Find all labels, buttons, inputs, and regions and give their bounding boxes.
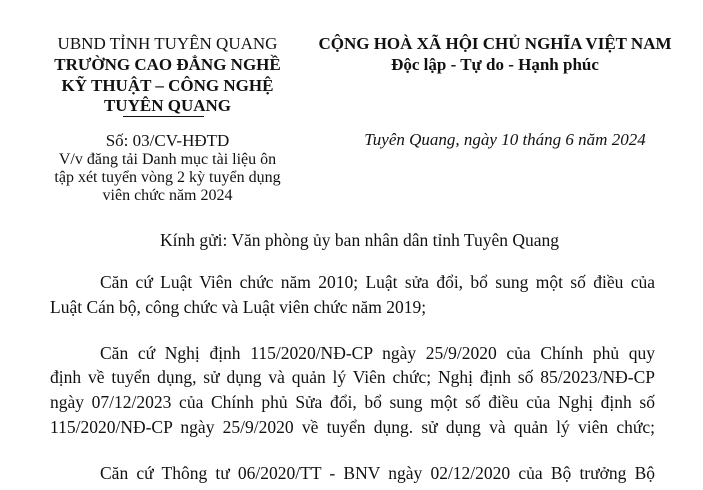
nation-title: CỘNG HOÀ XÃ HỘI CHỦ NGHĨA VIỆT NAM <box>318 34 672 53</box>
subject-line-3: viên chức năm 2024 <box>102 187 233 204</box>
org-name-line-2: KỸ THUẬT – CÔNG NGHỆ <box>61 76 274 95</box>
document-number: Số: 03/CV-HĐTD <box>105 131 230 150</box>
date-place: Tuyên Quang, ngày 10 tháng 6 năm 2024 <box>364 130 646 149</box>
paragraph-line: Luật Cán bộ, công chức và Luật viên chức năm 2019; <box>50 297 427 317</box>
paragraph-line: Căn cứ Nghị định 115/2020/NĐ-CP ngày 25/9/2020 của Chính phủ quy <box>100 343 655 363</box>
subject-line-2: tập xét tuyển vòng 2 kỳ tuyển dụng <box>54 169 281 186</box>
authority-name: UBND TỈNH TUYÊN QUANG <box>57 34 278 53</box>
org-name-line-3: TUYÊN QUANG <box>103 96 232 115</box>
paragraph-line: 115/2020/NĐ-CP ngày 25/9/2020 về tuyển dụng. sử dụng và quản lý viên chức; <box>50 417 655 437</box>
paragraph-line: ngày 07/12/2023 của Chính phủ Sửa đổi, bổ sung một số điều của Nghị định số <box>50 392 655 412</box>
subject-line-1: V/v đăng tải Danh mục tài liệu ôn <box>58 151 277 168</box>
recipient: Kính gửi: Văn phòng ủy ban nhân dân tỉnh Tuyên Quang <box>160 230 560 250</box>
national-motto: Độc lập - Tự do - Hạnh phúc <box>391 55 599 74</box>
paragraph-line: định về tuyển dụng, sử dụng và quản lý Viên chức; Nghị định số 85/2023/NĐ-CP <box>50 367 655 387</box>
divider <box>123 116 204 117</box>
org-name-line-1: TRƯỜNG CAO ĐẲNG NGHỀ <box>54 55 281 74</box>
paragraph-line: Căn cứ Luật Viên chức năm 2010; Luật sửa đổi, bổ sung một số điều của <box>100 272 655 292</box>
paragraph-line: Căn cứ Thông tư 06/2020/TT - BNV ngày 02/12/2020 của Bộ trưởng Bộ <box>100 463 655 483</box>
